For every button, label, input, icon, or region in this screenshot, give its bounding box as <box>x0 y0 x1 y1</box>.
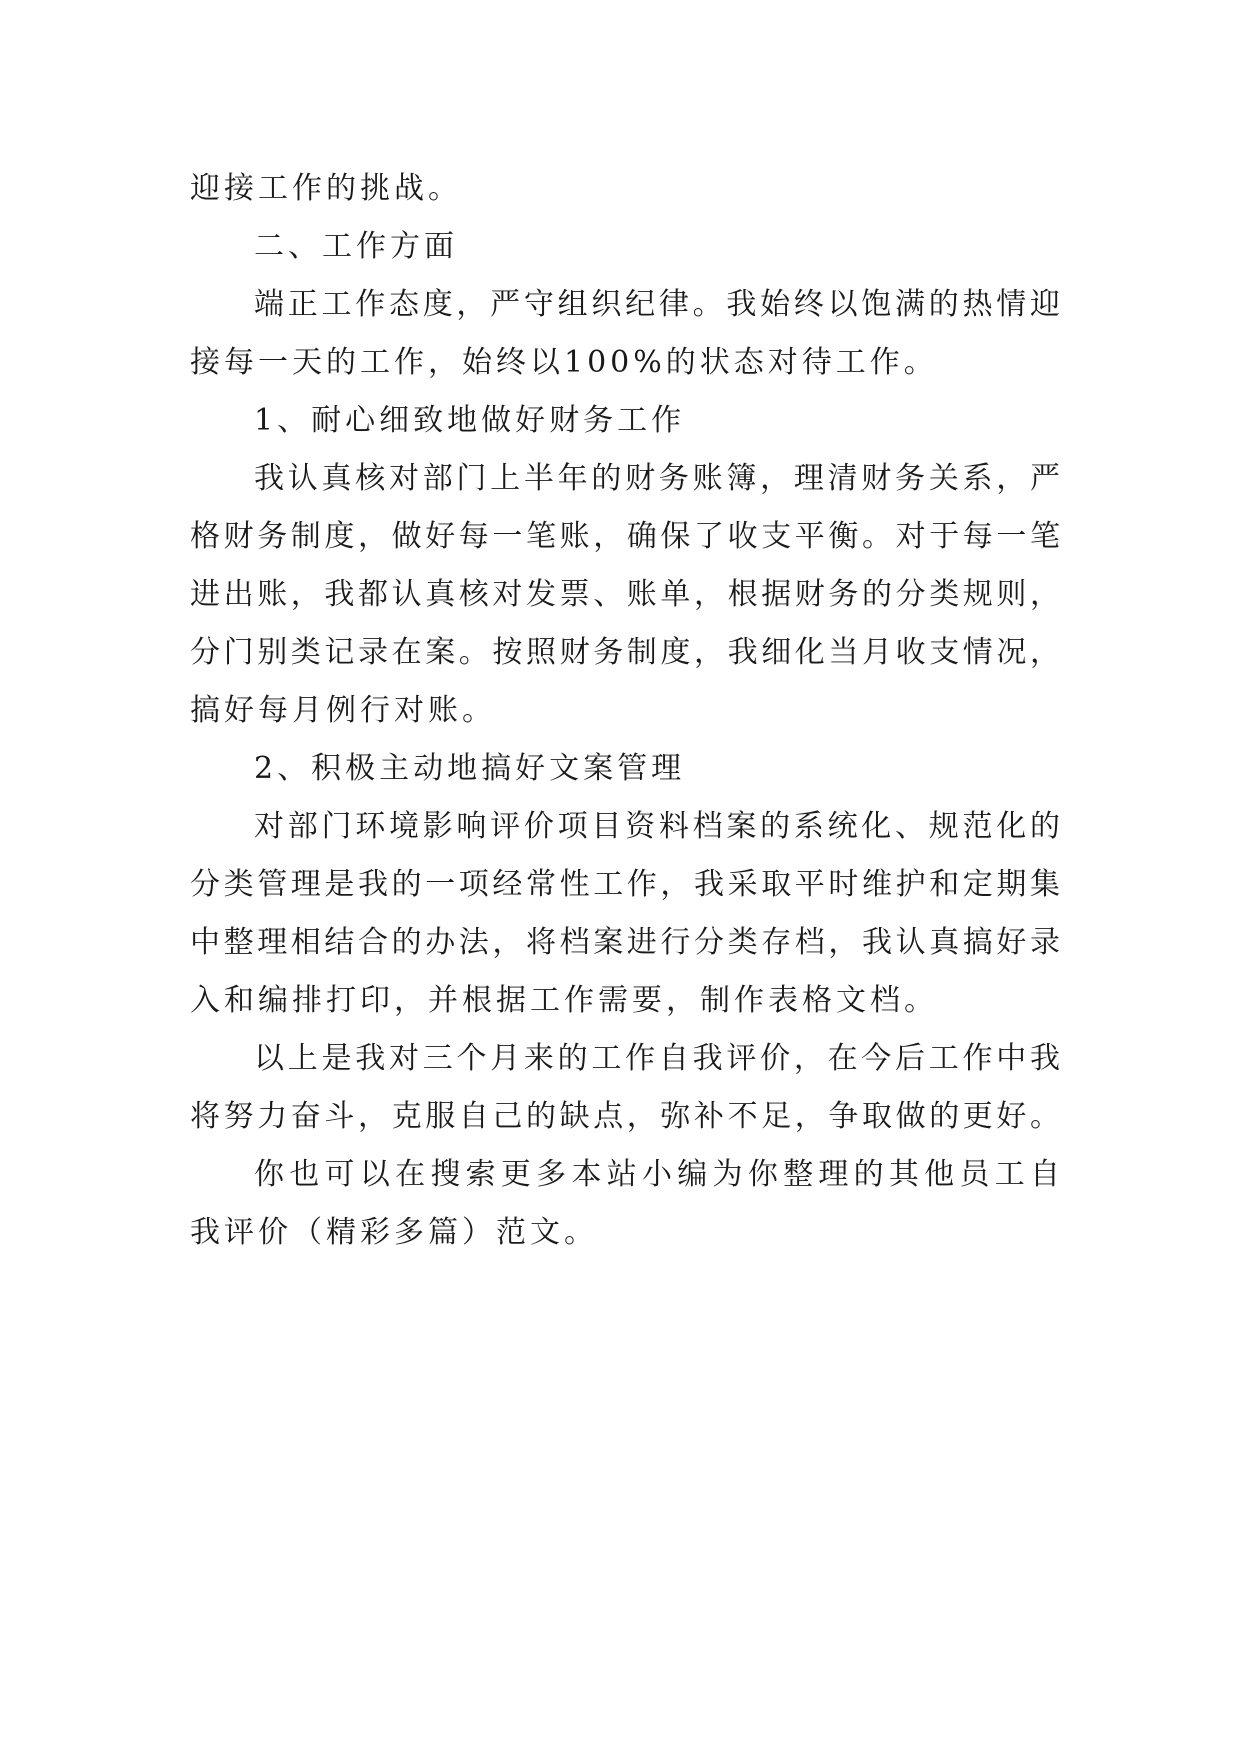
paragraph-line: 对部门环境影响评价项目资料档案的系统化、规范化的 <box>254 809 1060 844</box>
subsection-heading: 1、耐心细致地做好财务工作 <box>254 403 686 438</box>
paragraph-line: 格财务制度，做好每一笔账，确保了收支平衡。对于每一笔 <box>190 519 1060 554</box>
paragraph-line: 入和编排打印，并根据工作需要，制作表格文档。 <box>190 983 938 1018</box>
paragraph-line: 中整理相结合的办法，将档案进行分类存档，我认真搞好录 <box>190 925 1060 960</box>
paragraph-line: 将努力奋斗，克服自己的缺点，弥补不足，争取做的更好。 <box>190 1099 1060 1134</box>
section-heading: 二、工作方面 <box>254 229 458 264</box>
document-body <box>190 160 1060 1262</box>
paragraph-line: 分类管理是我的一项经常性工作，我采取平时维护和定期集 <box>190 867 1060 902</box>
paragraph-line: 搞好每月例行对账。 <box>190 693 496 728</box>
subsection-heading: 2、积极主动地搞好文案管理 <box>254 751 686 786</box>
paragraph-line: 接每一天的工作，始终以100%的状态对待工作。 <box>190 345 938 380</box>
paragraph-line: 分门别类记录在案。按照财务制度，我细化当月收支情况， <box>190 635 1060 670</box>
paragraph-line: 进出账，我都认真核对发票、账单，根据财务的分类规则， <box>190 577 1060 612</box>
paragraph-line: 迎接工作的挑战。 <box>190 171 462 206</box>
paragraph-line: 我认真核对部门上半年的财务账簿，理清财务关系，严 <box>254 461 1060 496</box>
paragraph-line: 你也可以在搜索更多本站小编为你整理的其他员工自 <box>254 1157 1060 1192</box>
paragraph-line: 端正工作态度，严守组织纪律。我始终以饱满的热情迎 <box>254 287 1060 322</box>
paragraph-line: 我评价（精彩多篇）范文。 <box>190 1215 598 1250</box>
paragraph-line: 以上是我对三个月来的工作自我评价，在今后工作中我 <box>254 1041 1060 1076</box>
